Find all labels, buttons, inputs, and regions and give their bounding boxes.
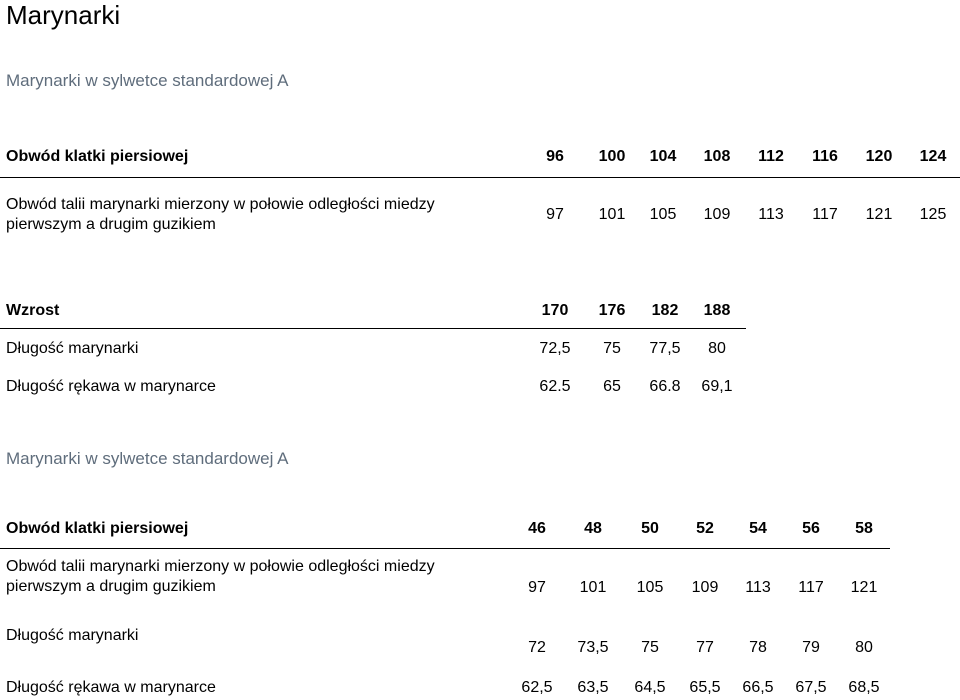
row-label-waist-line1: Obwód talii marynarki mierzony w połowie odległości miedzy: [6, 196, 435, 213]
page-title: Marynarki: [6, 0, 121, 30]
table-cell: 117: [812, 206, 838, 223]
table-cell: 65,5: [689, 679, 721, 696]
table-cell: 121: [850, 579, 878, 596]
row-label-chest: Obwód klatki piersiowej: [6, 148, 189, 165]
table-cell: 66.8: [649, 378, 681, 395]
table-cell: 69,1: [701, 378, 733, 395]
row-label-sleeve: Długość rękawa w marynarce: [6, 679, 216, 696]
table-cell: 120: [865, 148, 893, 165]
table-divider: [0, 548, 890, 549]
table-cell: 79: [802, 639, 820, 656]
table-cell: 78: [749, 639, 767, 656]
table-cell: 56: [802, 520, 820, 537]
row-label-waist-line1: Obwód talii marynarki mierzony w połowie odległości miedzy: [6, 558, 435, 575]
table-cell: 50: [641, 520, 659, 537]
table-cell: 104: [649, 148, 677, 165]
table-cell: 97: [528, 579, 546, 596]
table-cell: 65: [603, 378, 621, 395]
table-cell: 117: [798, 579, 824, 596]
row-label-sleeve: Długość rękawa w marynarce: [6, 378, 216, 395]
table-cell: 72,5: [539, 340, 571, 357]
table-cell: 63,5: [577, 679, 609, 696]
row-label-height: Wzrost: [6, 302, 60, 319]
table-cell: 73,5: [577, 639, 609, 656]
section-subtitle: Marynarki w sylwetce standardowej A: [6, 449, 289, 468]
table-cell: 105: [636, 579, 664, 596]
table-cell: 67,5: [795, 679, 827, 696]
table-cell: 66,5: [742, 679, 774, 696]
row-label-waist-line2: pierwszym a drugim guzikiem: [6, 216, 216, 233]
table-cell: 75: [641, 639, 659, 656]
table-cell: 77: [696, 639, 714, 656]
table-cell: 170: [541, 302, 569, 319]
table-cell: 125: [919, 206, 947, 223]
table-cell: 109: [703, 206, 731, 223]
table-cell: 108: [703, 148, 731, 165]
table-cell: 68,5: [848, 679, 880, 696]
table-cell: 109: [691, 579, 719, 596]
table-cell: 121: [865, 206, 893, 223]
table-cell: 101: [598, 206, 626, 223]
table-cell: 113: [758, 206, 784, 223]
row-label-waist-line2: pierwszym a drugim guzikiem: [6, 578, 216, 595]
table-divider: [0, 328, 746, 329]
table-cell: 54: [749, 520, 767, 537]
row-label-length: Długość marynarki: [6, 340, 139, 357]
table-cell: 75: [603, 340, 621, 357]
table-cell: 124: [919, 148, 947, 165]
table-cell: 105: [649, 206, 677, 223]
table-cell: 112: [758, 148, 784, 165]
table-divider: [0, 177, 960, 178]
table-cell: 62,5: [521, 679, 553, 696]
table-cell: 48: [584, 520, 602, 537]
table-cell: 58: [855, 520, 873, 537]
table-cell: 97: [546, 206, 564, 223]
row-label-length: Długość marynarki: [6, 627, 139, 644]
table-cell: 80: [708, 340, 726, 357]
table-cell: 182: [651, 302, 679, 319]
row-label-chest: Obwód klatki piersiowej: [6, 520, 189, 537]
section-subtitle: Marynarki w sylwetce standardowej A: [6, 71, 289, 90]
table-cell: 113: [745, 579, 771, 596]
table-cell: 116: [812, 148, 838, 165]
table-cell: 52: [696, 520, 714, 537]
table-cell: 77,5: [649, 340, 681, 357]
table-cell: 72: [528, 639, 546, 656]
table-cell: 46: [528, 520, 546, 537]
table-cell: 188: [703, 302, 731, 319]
table-cell: 96: [546, 148, 564, 165]
table-cell: 62.5: [539, 378, 571, 395]
table-cell: 64,5: [634, 679, 666, 696]
table-cell: 101: [579, 579, 607, 596]
table-cell: 176: [598, 302, 626, 319]
table-cell: 100: [598, 148, 626, 165]
table-cell: 80: [855, 639, 873, 656]
